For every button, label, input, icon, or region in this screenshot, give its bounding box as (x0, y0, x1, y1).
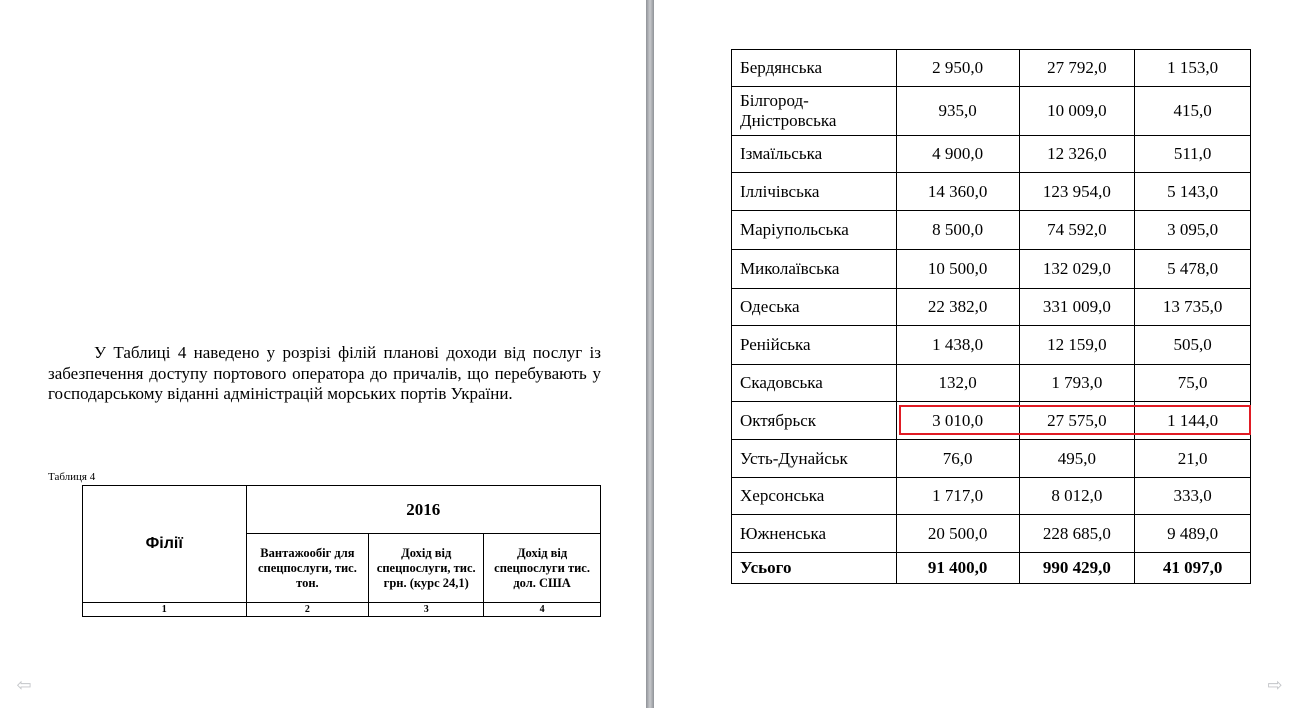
income-usd-value: 75,0 (1135, 365, 1251, 402)
income-uah-value: 74 592,0 (1019, 211, 1135, 250)
header-year: 2016 (246, 486, 601, 534)
income-uah-value: 10 009,0 (1019, 87, 1135, 136)
total-income-uah: 990 429,0 (1019, 553, 1135, 584)
cargo-value: 22 382,0 (896, 289, 1019, 326)
total-income-usd: 41 097,0 (1135, 553, 1251, 584)
header-branches: Філії (83, 486, 247, 603)
income-uah-value: 1 793,0 (1019, 365, 1135, 402)
header-income-uah: Дохід від спецпослуги, тис. грн. (курс 24,1) (369, 534, 484, 603)
income-uah-value: 27 575,0 (1019, 402, 1135, 440)
table-row (732, 211, 1251, 250)
document-page-left (0, 0, 646, 708)
income-uah-value: 12 159,0 (1019, 326, 1135, 365)
income-usd-value: 505,0 (1135, 326, 1251, 365)
table-row (732, 250, 1251, 289)
income-usd-value: 9 489,0 (1135, 515, 1251, 553)
table-row (732, 478, 1251, 515)
branch-name: Ізмаїльська (732, 136, 897, 173)
cargo-value: 935,0 (896, 87, 1019, 136)
income-usd-value: 1 144,0 (1135, 402, 1251, 440)
cargo-value: 8 500,0 (896, 211, 1019, 250)
table-row (732, 440, 1251, 478)
column-number: 1 (83, 603, 247, 617)
income-usd-value: 5 143,0 (1135, 173, 1251, 211)
cargo-value: 10 500,0 (896, 250, 1019, 289)
income-usd-value: 1 153,0 (1135, 50, 1251, 87)
cargo-value: 4 900,0 (896, 136, 1019, 173)
table-4-body (731, 49, 1251, 584)
branch-name: Скадовська (732, 365, 897, 402)
income-uah-value: 123 954,0 (1019, 173, 1135, 211)
income-usd-value: 21,0 (1135, 440, 1251, 478)
cargo-value: 2 950,0 (896, 50, 1019, 87)
table-row (732, 326, 1251, 365)
branch-name: Миколаївська (732, 250, 897, 289)
cargo-value: 1 438,0 (896, 326, 1019, 365)
table-4-header (82, 485, 601, 617)
branch-name: Южненська (732, 515, 897, 553)
table-row (732, 365, 1251, 402)
income-uah-value: 331 009,0 (1019, 289, 1135, 326)
income-uah-value: 12 326,0 (1019, 136, 1135, 173)
income-usd-value: 415,0 (1135, 87, 1251, 136)
table-row (732, 136, 1251, 173)
intro-paragraph: У Таблиці 4 наведено у розрізі філій планові доходи від послуг із забезпечення доступу портового оператора до причалів, що перебувають у господарському віданні адміністрацій морських портів України. (48, 343, 601, 403)
cargo-value: 132,0 (896, 365, 1019, 402)
page-gutter (646, 0, 654, 708)
table-row (732, 50, 1251, 87)
branch-name: Усть-Дунайськ (732, 440, 897, 478)
branch-name: Ренійська (732, 326, 897, 365)
income-usd-value: 13 735,0 (1135, 289, 1251, 326)
cargo-value: 14 360,0 (896, 173, 1019, 211)
income-uah-value: 228 685,0 (1019, 515, 1135, 553)
income-uah-value: 495,0 (1019, 440, 1135, 478)
cargo-value: 3 010,0 (896, 402, 1019, 440)
total-label: Усього (732, 553, 897, 584)
branch-name: Маріупольська (732, 211, 897, 250)
income-usd-value: 333,0 (1135, 478, 1251, 515)
income-uah-value: 8 012,0 (1019, 478, 1135, 515)
header-cargo: Вантажообіг для спецпослуги, тис. тон. (246, 534, 369, 603)
table-row (732, 289, 1251, 326)
highlight-box (899, 405, 1251, 435)
column-number: 2 (246, 603, 369, 617)
branch-name: Бердянська (732, 50, 897, 87)
branch-name: Октябрьск (732, 402, 897, 440)
column-number: 4 (484, 603, 601, 617)
branch-name: Херсонська (732, 478, 897, 515)
header-income-usd: Дохід від спецпослуги тис. дол. США (484, 534, 601, 603)
income-usd-value: 511,0 (1135, 136, 1251, 173)
arrow-right-icon[interactable]: ⇨ (1267, 675, 1283, 696)
branch-name: Білгород-Дністровська (732, 87, 897, 136)
table-row (732, 87, 1251, 136)
total-row (732, 553, 1251, 584)
table-caption: Таблиця 4 (48, 471, 96, 483)
cargo-value: 20 500,0 (896, 515, 1019, 553)
income-uah-value: 27 792,0 (1019, 50, 1135, 87)
income-usd-value: 5 478,0 (1135, 250, 1251, 289)
cargo-value: 1 717,0 (896, 478, 1019, 515)
income-usd-value: 3 095,0 (1135, 211, 1251, 250)
cargo-value: 76,0 (896, 440, 1019, 478)
column-number: 3 (369, 603, 484, 617)
arrow-left-icon[interactable]: ⇦ (16, 675, 32, 696)
table-row (732, 515, 1251, 553)
income-uah-value: 132 029,0 (1019, 250, 1135, 289)
branch-name: Іллічівська (732, 173, 897, 211)
branch-name: Одеська (732, 289, 897, 326)
total-cargo: 91 400,0 (896, 553, 1019, 584)
table-row (732, 173, 1251, 211)
